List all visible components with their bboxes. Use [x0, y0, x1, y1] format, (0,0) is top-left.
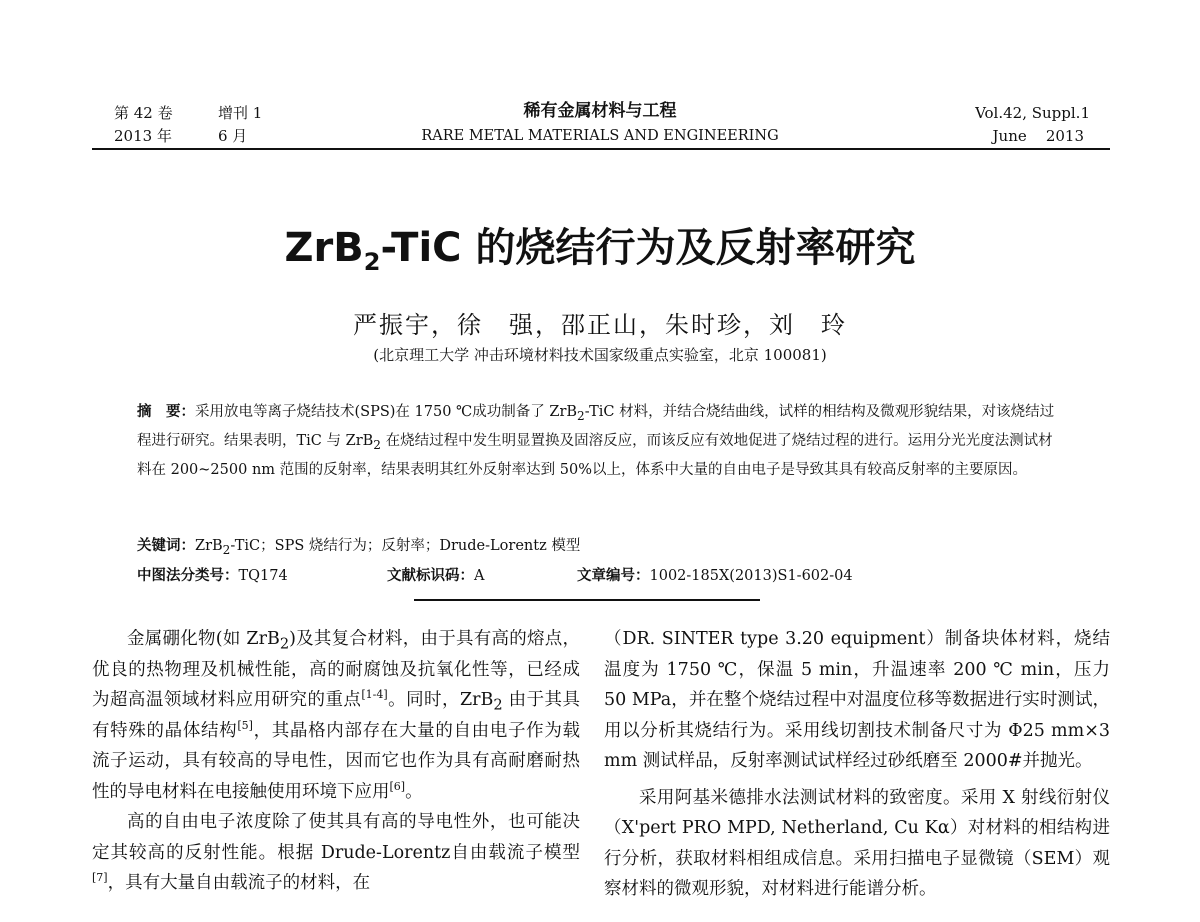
- author-list: 严振宇，徐 强，邵正山，朱时珍，刘 玲: [353, 311, 847, 339]
- keywords-label: 关键词：: [137, 538, 195, 554]
- body-left-column: [92, 624, 580, 922]
- clc-code: 中图法分类号：TQ174: [137, 568, 288, 584]
- body-right-column: [604, 624, 1110, 922]
- volume-en-label: Vol.42, Suppl.1: [975, 104, 1090, 122]
- header-rule: [92, 148, 1110, 150]
- abstract-separator: [414, 599, 760, 601]
- keywords: 关键词：ZrB$_2$-TiC；SPS 烧结行为；反射率；Drude-Lorentz 模型: [137, 538, 581, 557]
- journal-title-cn: 稀有金属材料与工程: [523, 101, 677, 121]
- year-label: 2013 年: [114, 127, 172, 145]
- journal-title-en: RARE METAL MATERIALS AND ENGINEERING: [421, 128, 779, 144]
- affiliation: (北京理工大学 冲击环境材料技术国家级重点实验室，北京 100081): [373, 346, 827, 364]
- article-title: ZrB$_2$-TiC 的烧结行为及反射率研究: [284, 225, 916, 276]
- paragraph: 高的自由电子浓度除了使其具有高的导电性外，也可能决定其较高的反射性能。根据 Drude-Lorentz自由载流子模型[7]，具有大量自由载流子的材料，在: [92, 812, 580, 893]
- article-number: 文章编号：1002-185X(2013)S1-602-04: [577, 568, 853, 584]
- paragraph: （DR. SINTER type 3.20 equipment）制备块体材料，烧结温度为 1750 ℃，保温 5 min，升温速率 200 ℃ min，压力 50 MPa，并在整个烧结过程中对温度位移等数据进行实时测试，用以分析其烧结行为。采用线切割技术制备尺寸为 Φ25 mm×3 mm 测试样品，反射率测试试样经过砂纸磨至 2000#并抛光。: [604, 629, 1110, 771]
- abstract: 摘 要：采用放电等离子烧结技术(SPS)在 1750 ℃成功制备了 ZrB$_2$-TiC 材料，并结合烧结曲线，试样的相结构及微观形貌结果，对该烧结过程进行研究。结果表明，TiC 与 ZrB$_2$ 在烧结过程中发生明显置换及固溶反应，而该反应有效地促进了烧结过程的进行。运用分光光度法测试材料在 200~2500 nm 范围的反射率，结果表明其红外反射率达到 50%以上，体系中大量的自由电子是导致其具有较高反射率的主要原因。: [137, 404, 1055, 478]
- document-code: 文献标识码：A: [387, 568, 485, 584]
- paragraph: 采用阿基米德排水法测试材料的致密度。采用 X 射线衍射仪（X'pert PRO MPD, Netherland, Cu Kα）对材料的相结构进行分析，获取材料相组成信息。采用扫描电子显微镜（SEM）观察材料的微观形貌，对材料进行能谱分析。: [604, 787, 1110, 899]
- abstract-label: 摘 要：: [137, 404, 195, 420]
- volume-label: 第 42 卷: [114, 104, 173, 122]
- paragraph: 金属硼化物(如 ZrB$_2$)及其复合材料，由于具有高的熔点，优良的热物理及机械性能，高的耐腐蚀及抗氧化性等，已经成为超高温领域材料应用研究的重点[1-4]。同时，ZrB$_2$ 由于其具有特殊的晶体结构[5]，其晶格内部存在大量的自由电子作为载流子运动，具有较高的导电性，因而它也作为具有高耐磨耐热性的导电材料在电接触使用环境下应用[6]。: [92, 629, 580, 802]
- classification-line: [137, 562, 1065, 591]
- month-label: 6 月: [218, 127, 248, 145]
- supplement-label: 增刊 1: [218, 104, 263, 122]
- date-en-label: June 2013: [992, 127, 1084, 145]
